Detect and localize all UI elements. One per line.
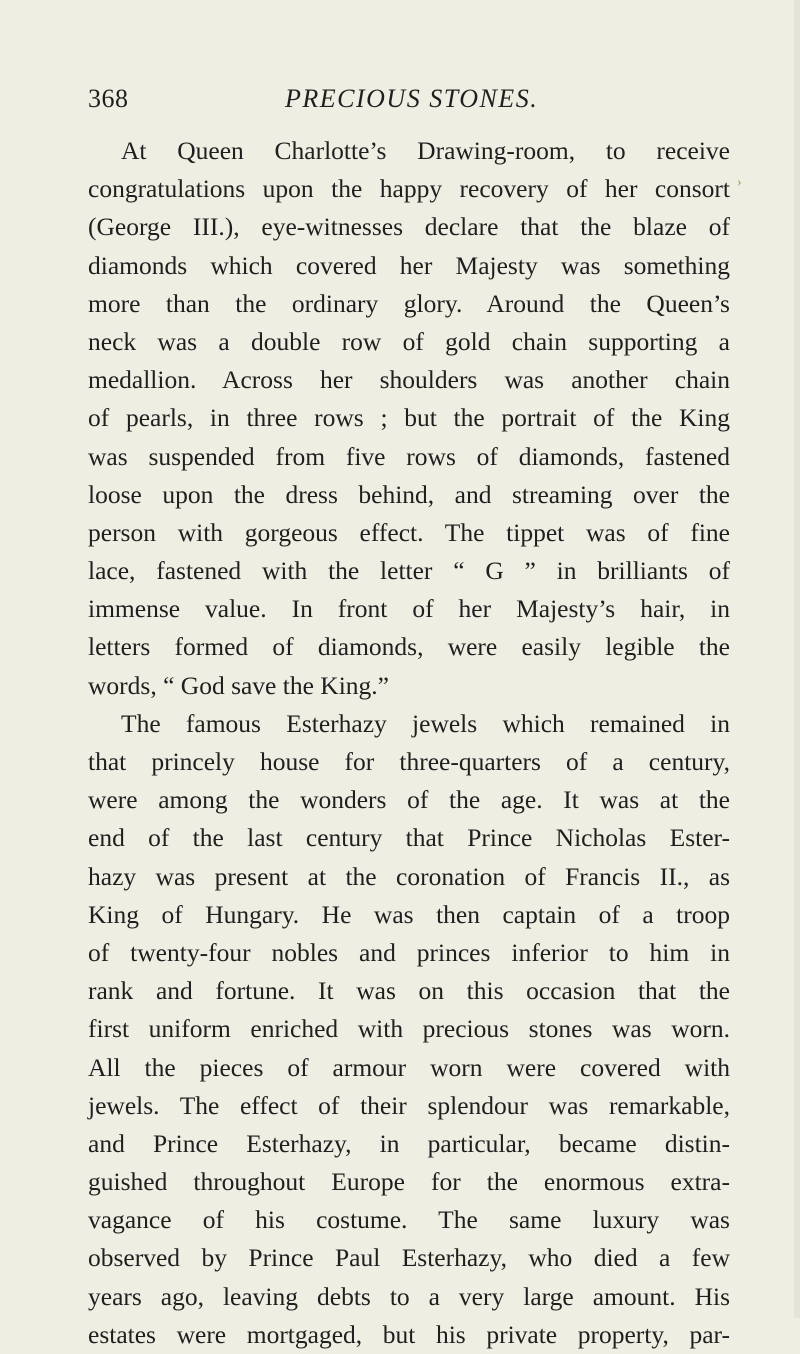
text-line: medallion. Across her shoulders was another chain — [88, 365, 730, 395]
text-line: hazy was present at the coronation of Francis II., as — [88, 861, 730, 891]
text-line: that princely house for three-quarters of a century, — [88, 747, 730, 776]
text-line: The famous Esterhazy jewels which remained in — [121, 708, 730, 738]
text-line: of pearls, in three rows ; but the portrait of the King — [88, 403, 730, 433]
paragraph-queen-charlotte — [88, 132, 730, 705]
text-line: loose upon the dress behind, and streaming over the — [88, 479, 730, 509]
text-line: person with gorgeous effect. The tippet was of fine — [88, 517, 730, 547]
text-line: more than the ordinary glory. Around the Queen’s — [88, 288, 730, 318]
text-line: and Prince Esterhazy, in particular, became distin- — [88, 1128, 730, 1158]
paragraph-esterhazy — [88, 705, 730, 1354]
text-line: estates were mortgaged, but his private property, par- — [88, 1319, 730, 1349]
text-line: lace, fastened with the letter “ G ” in brilliants of — [88, 556, 730, 586]
text-line: words, “ God save the King.” — [88, 670, 389, 700]
text-line: King of Hungary. He was then captain of a troop — [88, 899, 730, 929]
text-line: rank and fortune. It was on this occasion that the — [88, 976, 730, 1006]
text-line: jewels. The effect of their splendour was remarkable, — [88, 1090, 730, 1120]
page-edge-shadow — [794, 0, 800, 1318]
running-head — [88, 84, 728, 120]
margin-mark: › — [737, 175, 742, 190]
text-line: immense value. In front of her Majesty’s hair, in — [88, 594, 730, 624]
text-line: All the pieces of armour worn were covered with — [88, 1052, 730, 1082]
text-line: (George III.), eye-witnesses declare that the blaze of — [88, 212, 730, 242]
page-number: 368 — [88, 84, 129, 113]
text-line: first uniform enriched with precious stones was worn. — [88, 1014, 730, 1044]
text-line: diamonds which covered her Majesty was something — [88, 250, 730, 280]
text-line: At Queen Charlotte’s Drawing-room, to receive — [121, 136, 730, 165]
text-line: vagance of his costume. The same luxury was — [88, 1205, 730, 1235]
running-title: PRECIOUS STONES. — [285, 84, 539, 113]
text-line: congratulations upon the happy recovery of her consort — [88, 174, 730, 204]
body-text — [88, 132, 730, 1354]
text-line: neck was a double row of gold chain supporting a — [88, 326, 730, 356]
text-line: years ago, leaving debts to a very large amount. His — [88, 1281, 730, 1311]
text-line: were among the wonders of the age. It was at the — [88, 785, 730, 815]
text-line: was suspended from five rows of diamonds, fastened — [88, 441, 730, 471]
text-line: letters formed of diamonds, were easily legible the — [88, 632, 730, 662]
text-line: guished throughout Europe for the enormous extra- — [88, 1167, 730, 1197]
text-line: observed by Prince Paul Esterhazy, who died a few — [88, 1243, 730, 1273]
text-line: end of the last century that Prince Nicholas Ester- — [88, 823, 730, 853]
text-line: of twenty-four nobles and princes inferior to him in — [88, 937, 730, 967]
